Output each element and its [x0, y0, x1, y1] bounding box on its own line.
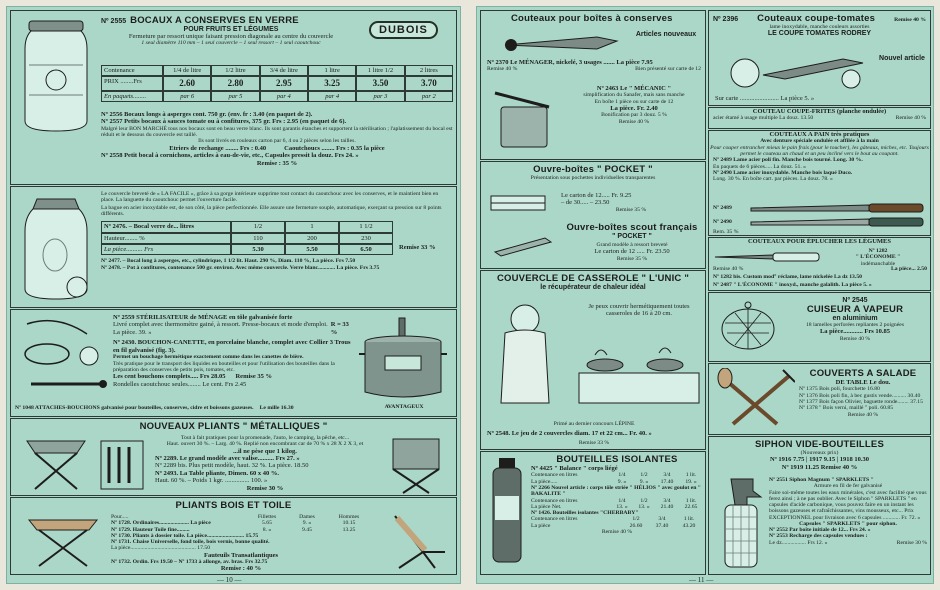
scout-remise: Remise 35 %: [616, 255, 648, 262]
sterilisateur-body: [113, 314, 353, 388]
econome: " L'ÉCONOME ": [855, 254, 901, 261]
couteaux-boites-title: Couteaux pour boîtes à conserves: [511, 13, 673, 24]
sterilisateur-section: [10, 309, 457, 417]
label-2490: Nº 2490: [713, 219, 732, 225]
bocaux-intro2: 1 seul diamètre 110 mm – 1 seul couvercle – 1 seul ressort – 1 seul caoutchouc: [141, 40, 321, 47]
siphon-section: [708, 436, 931, 575]
bocaux-asperges: Nº 2556 Bocaux longs à asperges cont. 750 gr. (env. fr : 3.40 (en paquet de 2).: [101, 111, 313, 118]
bouchon-text2: Permet un bouchage hermétique exactement comme dans les canettes de bière.: [113, 354, 304, 361]
facile-cell: 5.50: [285, 244, 339, 255]
facile-remise: Remise 33 %: [399, 244, 436, 251]
table-cell: 3.25: [308, 76, 356, 90]
facile-body: [101, 191, 453, 271]
siphon-le-dz: Le dz................. Frs 12. »: [769, 539, 828, 546]
bt-head2: 1/2: [640, 497, 648, 504]
pain-remise: Rem. 35 %: [713, 229, 739, 235]
facile-cell: 5.30: [231, 244, 285, 255]
bouchon-illustration: [17, 314, 109, 400]
brand-logo: DUBOIS: [369, 21, 438, 39]
pliants-metal-body: [155, 435, 375, 492]
ref-2552: Nº 2552 Par boîte initiale de 12... Frs 24. »: [769, 527, 871, 534]
glass-jar-illustration: [19, 17, 93, 135]
cuiseur-title: CUISEUR A VAPEUR: [806, 304, 904, 315]
folding-chair-illustration: [383, 435, 449, 495]
ref-2490: Nº 2490 Lame acier inoxydable. Manche bois laqué Duco.: [713, 169, 853, 176]
pliants-bois-cell: 5.65: [262, 520, 272, 527]
pliants-bois-head: Hommes: [338, 514, 360, 520]
table-cell: par 5: [211, 91, 259, 102]
helios-bottle-illustration: [487, 456, 527, 566]
table-cell: 2.80: [211, 76, 259, 90]
facile-col: 1: [285, 221, 339, 232]
facile-jar-illustration: [19, 191, 93, 303]
facile-col: 1 1/2: [339, 221, 393, 232]
coupe-frites-section: [708, 107, 931, 129]
eplucher-section: [708, 237, 931, 291]
bt-head: Contenance en litres: [531, 472, 578, 479]
bouchon-prix: Les cent bouchons complets..... Frs 28.05: [113, 373, 226, 381]
ref-2463-text-c: La pièce. Fr. 2.40: [610, 105, 658, 112]
coupe-tomates-sub: LE COUPE TOMATES RODREY: [767, 30, 872, 38]
attache-bouchons: Nº 1048 ATTACHES-BOUCHONS galvanisé pour bouteilles, conserves, cidre et boissons gazeuses.: [15, 405, 254, 411]
bt-cell2: 13. »: [616, 503, 628, 510]
coupe-frites-remise: Remise 40 %: [895, 115, 926, 122]
couverts-sub: DE TABLE Le dou.: [835, 379, 891, 386]
pliants-bois-remise: Remise : 40 %: [220, 565, 262, 573]
ref-2463-text: simplification du Sanafer, mais sans manche: [583, 92, 685, 99]
pliants-intro: Tout à fait pratiques pour la promenade, l'auto, le camping, la pêche, etc...: [180, 435, 350, 441]
pliants-bois-head: Dames: [299, 514, 315, 520]
table-header-cell: 2 litres: [405, 65, 453, 76]
cuiseur-section: [708, 292, 931, 362]
transat-chair-illustration: [383, 512, 449, 572]
ref-4425: Nº 4425 " Balance " corps liégé: [531, 465, 618, 472]
wooden-stool-illustration: [23, 512, 103, 570]
ref-2289: Nº 2289. Le grand modèle avec valise.......... Frs 27. »: [155, 455, 300, 462]
bread-knife-2490-illustration: [749, 215, 925, 229]
ref-2463-text-b: En boîte 1 pièce ou sur carte de 12: [594, 98, 674, 105]
siphon-line1: Nº 1916 7.75 | 1917 9.15 | 1918 10.30: [769, 456, 870, 464]
bt-cell3: 37.40: [655, 522, 669, 529]
pliants-bois-section: [10, 497, 457, 575]
table-cell: 2.95: [260, 76, 308, 90]
scout-subtitle: " POCKET ": [612, 233, 652, 240]
bt-cell2: La pièce Net.: [531, 503, 562, 510]
facile-hauteur-label: Hauteur........ %: [101, 233, 231, 244]
table-cell: 3.70: [405, 76, 453, 90]
avantageux-label: AVANTAGEUX: [384, 404, 424, 410]
eplucher-piece: La pièce... 2.50: [890, 266, 927, 272]
ref-1377: Nº 1377 Bois façon Olivier, baguette ronde........ 37.15: [799, 399, 923, 405]
ref-1282: Nº 1282: [868, 248, 888, 254]
coupe-tomates-remise: Remise 40 %: [894, 17, 926, 23]
pliants-bois-cell: 8. »: [262, 526, 272, 533]
pliants-metal-title: NOUVEAUX PLIANTS " MÉTALLIQUES ": [139, 421, 328, 432]
scout-opener-illustration: [491, 228, 555, 262]
ref-2477: Nº 2477. – Bocal long à asperges, etc., cylindrique, 1 1/2 lit. Haut. 290 %, Diam. 110 %, La pièce. Frs 7.50: [101, 258, 356, 265]
table-cell: En paquets........: [101, 91, 163, 102]
coupe-tomates-ref: Nº 2396: [713, 16, 739, 23]
pliants-bois-cell: 10.15: [342, 520, 356, 527]
ouvre-boites-section: [480, 161, 706, 269]
ref-1282bis: Nº 1282 bis. Custom mod° réclame, lame nickelée La dz 13.50: [713, 274, 863, 280]
cuiseur-remise: Remise 40 %: [839, 335, 871, 342]
siphon-text: Armure en fil de fer galvanisé: [813, 483, 883, 490]
bocaux-livraison: Ils sont livrés en rouleaux carton par 6, 4 ou 2 pièces selon les tailles.: [198, 138, 356, 145]
cuiseur-sub: en aluminium: [832, 315, 878, 322]
bt-head3: 1/2: [632, 516, 640, 523]
pliants-metal-section: [10, 418, 457, 496]
pain-text: Pour couper entrancher mieux le pain frais (pour le toucher), les gâteaux, miches, etc. Toujours permet le couteau un chaud et un peu incliné vers le bout au coupant.: [710, 144, 929, 157]
ref-2490b: Long. 30 %. En boîte cart. par pièces. La douz. 78. »: [713, 176, 833, 183]
caoutchoucs: Caoutchoucs ........ Frs : 0.35 la pièce: [284, 144, 385, 152]
ouvre-boites-intro: Présentation sous pochettes individuelles transparentes: [530, 175, 656, 181]
coupe-tomates-text: lame inoxydable, manche couleurs assorties: [769, 24, 870, 30]
coupe-frites-title: COUTEAU COUPE-FRITES (planche ondulée): [752, 108, 887, 115]
facile-ref: Nº 2476. – Bocal verre de... litres: [101, 221, 231, 232]
couteaux-pain-section: [708, 130, 931, 236]
bt-head2: 1/4: [618, 497, 626, 504]
bt-cell2: 21.40: [660, 503, 674, 510]
bt-head3: 1 lit.: [683, 516, 695, 523]
eplucher-title: COUTEAUX POUR ÉPLUCHER LES LÉGUMES: [747, 238, 892, 245]
table-header-cell: 1/4 de litre: [163, 65, 211, 76]
transat-title: Fauteuils Transatlantiques: [204, 551, 278, 559]
ref-2489b: En paquets de 6 pièces..... La douz. 51. »: [713, 163, 807, 170]
couvercle-remise: Remise 33 %: [578, 440, 610, 446]
couvercle-subtitle: le récupérateur de chaleur idéal: [540, 284, 646, 291]
facile-piece-label: La pièce.......... Frs: [101, 244, 231, 255]
bt-cell: 19. »: [685, 478, 697, 485]
pliants-bois-head: Fillettes: [257, 514, 277, 520]
peeler-illustration: [713, 250, 823, 264]
ref-2493: Nº 2493. La Table pliante, Dimen. 60 x 40 %.: [155, 469, 280, 477]
ref-2551: Nº 2551 Siphon Magnum " SPARKLETS ": [769, 477, 874, 483]
ref-2370-block: [487, 59, 701, 73]
bt-cell: La pièce.....: [531, 478, 558, 485]
pocket-opener-illustration: [487, 190, 553, 216]
ref-2370b: Bien présenté sur carte de 12: [635, 66, 701, 73]
sterilisateur-ref: Nº 2559 STÉRILISATEUR de MÉNAGE en tôle galvanisée forte: [113, 314, 293, 321]
ref-2289b: Nº 2289 bis. Plus petit modèle, haut. 32 %. La pièce. 18.50: [155, 462, 309, 470]
couvercle-caption: Primé au dernier concours LÉPINE: [553, 421, 635, 427]
table-cell: par 6: [163, 91, 211, 102]
facile-cell: 110: [231, 233, 285, 244]
bt-head: 1/4: [618, 472, 626, 479]
bt-cell: 17.40: [660, 478, 674, 485]
ref-1732: Nº 1732. Ordin. Frs 19.50 – Nº 1733 à allonge, av. bras. Frs 32.75: [111, 559, 268, 566]
bouteilles-remise: Remise 40 %: [601, 528, 633, 535]
couteaux-boites-section: [480, 10, 706, 160]
carton-12: Le carton de 12..... Fr. 9.25: [561, 192, 632, 199]
pliants-bois-body: [111, 514, 371, 573]
bread-knife-2489-illustration: [749, 201, 925, 215]
eplucher-remise: Remise 40 %: [713, 266, 744, 272]
siphon-text2: Faire soi-même toutes les eaux minérales, c'est avec facilité que vous ferez ainsi ; à ne pas oublier. Avec le Siphon " SPARKLETS " en capsules d'acide carbonique, vous pouvez faire en un instant les boissons gazeuses et rafraîchissantes, vins mousseux, etc... Prix EXCEPTIONNEL pour livraison avec 6 capsules ............ Fr. 72. »: [769, 489, 927, 521]
scout-body: [561, 242, 703, 262]
facile-text: Le couvercle breveté de « LA FACILE », grâce à sa gorge intérieure supprime tout contact du caoutchouc avec les conserves, et le maintient bien en place. La languette du caoutchouc permet l'ouverture facile.: [101, 191, 439, 204]
ouvre-boites-prices: [561, 192, 701, 213]
table-header-cell: 3/4 de litre: [260, 65, 308, 76]
bocaux-heading: [101, 15, 361, 47]
siphon-sub: (Nouveaux prix): [800, 450, 839, 456]
bouchon-remise: Remise 35 %: [235, 373, 272, 381]
bocaux-body: [101, 111, 453, 167]
couvercle-text: Je peux couvrir hermétiquement toutes casseroles de 16 à 20 cm.: [588, 303, 690, 318]
bt-cell3: 43.20: [682, 522, 696, 529]
sterilisateur-remise: R = 33 %: [330, 321, 349, 336]
ref-2370-remise: Remise 40 %: [487, 66, 518, 73]
nouvel-article: Nouvel article: [879, 55, 925, 62]
ref-2463-remise: Remise 40 %: [618, 118, 650, 125]
bocaux-ref: Nº 2555: [101, 18, 127, 25]
carton-30: – de 30..... – 23.50: [561, 199, 610, 207]
bt-cell3: La pièce: [531, 522, 551, 529]
ref-2487: Nº 2487 " L'ÉCONOME " inoxyd., manche galalith. La pièce 5. »: [713, 282, 872, 288]
bouteilles-title: BOUTEILLES ISOLANTES: [556, 454, 678, 465]
table-header-cell: 1 litre 1/2: [356, 65, 404, 76]
cuiseur-piece: La pièce............ Frs 10.85: [819, 328, 891, 336]
ref-2266: Nº 2266 Nouvel article : corps tôle striée " HÉLIOS " avec goulot en " BAKALITE ": [531, 485, 701, 498]
ref-1375: Nº 1375 Bois poli, fourchette 16.80: [799, 386, 880, 393]
bt-cell: 9. »: [639, 478, 649, 485]
table-cell: par 4: [308, 91, 356, 102]
ref-2430: Nº 2430. BOUCHON-CANETTE, en porcelaine blanche, complet avec Collier 3 Trous en fil galvanisé (fig. 3).: [113, 339, 351, 354]
table-header-cell: 1/2 litre: [211, 65, 259, 76]
articles-nouveaux: Articles nouveaux: [635, 31, 697, 38]
ref-2548: Nº 2548. Le jeu de 2 couvercles diam. 17 et 22 cm... Fr. 40. »: [487, 430, 652, 437]
pliants-poids: ...il ne pèse que 1 kilog.: [233, 447, 297, 455]
pain-sub: Avec denture spéciale ondulée et affilée à la main: [760, 138, 879, 145]
table-header-cell: Contenance: [101, 65, 163, 76]
folding-table-illustration: [97, 437, 147, 493]
facile-section: [10, 186, 457, 308]
couverts-title: COUVERTS A SALADE: [809, 368, 917, 379]
pliants-metal-remise: Remise 30 %: [246, 484, 284, 492]
scout-text: Grand modèle à ressort breveté: [596, 242, 668, 248]
ref-1730: Nº 1730. Pliants à dossier toile. La pièce.......................... 15.75: [111, 532, 259, 539]
coupe-tomates-section: [708, 10, 931, 106]
bocaux-petits: Nº 2557 Petits bocaux à sauces tomate ou à confitures, 375 gr. Frs : 2.95 (en paquet de 6).: [101, 118, 347, 126]
cuiseur-text: 18 lamelles perforées repliantes 2 poignées: [805, 322, 905, 328]
mecanic-opener-illustration: [491, 83, 561, 155]
bouchon-text3: Très pratique pour le transport des liquides en bouteilles et pour l'utilisation des bouteilles dans la préparation des conserves de petits pois, tomates, etc.: [113, 360, 335, 373]
left-page: [6, 6, 461, 584]
bt-head3: Contenance en litres: [531, 516, 578, 523]
facile-cell: 200: [285, 233, 339, 244]
salad-servers-illustration: [715, 368, 795, 430]
bt-cell3: 26.60: [629, 522, 643, 529]
bocaux-intro: Fermeture par ressort unique faisant pression diagonale au centre du couvercle: [128, 33, 334, 40]
bocaux-table: [101, 65, 453, 102]
ref-2463-block: [567, 85, 701, 125]
pliants-bois-cell: 13.25: [342, 526, 356, 533]
bt-head3: 3/4: [658, 516, 666, 523]
scout-carton: Le carton de 12 ..... Fr. 23.50: [594, 248, 670, 256]
bocaux-bon-marche: Malgré leur BON MARCHÉ tous nos bocaux sont en beau verre blanc. Ils sont garantis étanches et supportent la stérilisation ; l'aplatissement du bocal est réduit et le dessous du couvercle est taillé.: [101, 125, 453, 139]
ref-2489: Nº 2489 Lame acier poli fin. Manche bois tourné. Long. 30 %.: [713, 157, 863, 164]
ref-1378: Nº 1378 " Bois verni, maillé " poli. 60.85: [799, 405, 894, 412]
ref-1376: Nº 1376 Bois poli fin, à bec gustis vende.......... 30.40: [799, 392, 921, 399]
siphon-title: SIPHON VIDE-BOUTEILLES: [755, 439, 884, 450]
couvercle-title: COUVERCLE DE CASSEROLE " L'UNIC ": [496, 273, 690, 284]
ref-2478: Nº 2478. – Pot à confitures, contenance 500 gr. environ. Avec même couvercle. Verre blanc............ La pièce. Frs 3.75: [101, 264, 380, 271]
bt-cell2: 13. »: [638, 503, 650, 510]
table-cell: par 2: [405, 91, 453, 102]
pliants-bois-cell: 9.45: [302, 526, 312, 533]
etriers: Etriers de rechange ........ Frs : 0.40: [169, 144, 267, 152]
facile-cell: 230: [339, 233, 393, 244]
ref-2558: Nº 2558 Petit bocal à cornichons, articles à eau-de-vie, etc., Capsules pressit la douz. Frs 24. »: [101, 152, 359, 160]
bt-head2: 1 lit.: [685, 497, 697, 504]
table-cell: 3.50: [356, 76, 404, 90]
attache-prix: Le mille 16.30: [259, 405, 294, 411]
siphon-remise: Remise 30 %: [896, 539, 927, 546]
pain-title: COUTEAUX A PAIN très pratiques: [769, 131, 870, 138]
bt-head2: Contenance en litres: [531, 497, 578, 504]
bocaux-section: [10, 10, 457, 185]
couverts-section: [708, 363, 931, 435]
table-header-cell: 1 litre: [308, 65, 356, 76]
ref-1729: Nº 1729. Hauteur Toile fine.........: [111, 526, 190, 533]
bouteilles-body: [531, 454, 703, 535]
bouteilles-section: [480, 451, 706, 575]
bt-head: 1 lit.: [685, 472, 697, 479]
rondelles: Rondelles caoutchouc seules........ Le cent. Frs 2.45: [113, 380, 247, 388]
couvercle-section: [480, 270, 706, 450]
scout-title: Ouvre-boîtes scout français: [566, 222, 698, 233]
table-cell: PRIX ........Frs: [101, 76, 163, 90]
ref-2493b: Haut. 60 %. – Poids 1 kgr. ............... 100. »: [155, 477, 268, 485]
siphon-capsules: Capsules " SPARKLETS " pour siphon.: [799, 520, 897, 527]
ref-2553: Nº 2553 Recharge des capsules vendues :: [769, 533, 868, 540]
label-2489: Nº 2489: [713, 205, 732, 211]
ouvre-boites-title: Ouvre-boîtes " POCKET ": [533, 164, 653, 175]
couverts-remise: Remise 40 %: [847, 411, 879, 418]
sterilisateur-text: Livré complet avec thermomètre gainé, à ressort. Presse-bocaux et mode d'emploi. La pièce. 39. »: [113, 321, 328, 336]
coupe-frites-text: acier étamé à usage multiple La douz. 13.50: [713, 115, 814, 122]
table-cell: 2.60: [163, 76, 211, 90]
cuiseur-ref: Nº 2545: [842, 297, 868, 304]
bonification: Bonification par 3 douz. 5 %: [601, 112, 667, 119]
pliants-dims: Haut. ouvert 30 %. – Larg. 40 %. Replié non encombrant car de 70 % x 28 X 2 X 3, et: [166, 441, 364, 448]
bt-cell: 9. »: [617, 478, 627, 485]
ref-1731: Nº 1731. Chaise Universelle, fond toile, bois vernis, bonne qualité.: [111, 539, 270, 546]
coupe-tomates-title: Couteaux coupe-tomates: [757, 13, 876, 24]
pliants-bois-cell: 9. »: [302, 520, 312, 527]
bt-head: 1/2: [640, 472, 648, 479]
bt-head2: 3/4: [663, 497, 671, 504]
steamer-basket-illustration: [717, 299, 779, 357]
bt-cell2: 22.65: [684, 503, 698, 510]
ref-1731b: La pièce.............................................. 17.50: [111, 545, 211, 552]
bt-head: 3/4: [663, 472, 671, 479]
ref-2370: Nº 2370 Le MÉNAGER, nickelé, 3 usages ....... La pièce 7.95: [487, 59, 653, 66]
table-cell: par 3: [356, 91, 404, 102]
bocaux-subtitle: POUR FRUITS ET LÉGUMES: [183, 26, 279, 33]
table-cell: par 4: [260, 91, 308, 102]
bocaux-title: BOCAUX A CONSERVES EN VERRE: [130, 15, 299, 26]
kitchen-scene-illustration: [489, 299, 701, 417]
ref-2463: Nº 2463 Le " MÉCANIC ": [596, 85, 672, 92]
facile-col: 1/2: [231, 221, 285, 232]
sterilisateur-illustration: [357, 316, 451, 402]
pliants-bois-head: Pour.....: [111, 514, 129, 520]
ref-1426: Nº 1426. Bouteilles isolantes "CHERBABY": [531, 510, 639, 517]
can-opener-illustration: [501, 27, 621, 57]
right-page-number: — 11 —: [689, 576, 714, 584]
right-page: [476, 6, 934, 584]
left-page-number: — 10 —: [217, 576, 242, 584]
facile-cell: 6.50: [339, 244, 393, 255]
ref-1728: Nº 1728. Ordinaires..................... La pièce: [111, 520, 211, 527]
tomato-slicer-illustration: [723, 45, 873, 91]
siphon-bottle-illustration: [717, 477, 765, 571]
coupe-tomates-sur-carte: Sur carte ........................ La pièce 5. »: [715, 95, 815, 102]
pliants-bois-title: PLIANTS BOIS ET TOILE: [175, 500, 292, 511]
bocaux-remise: Remise : 35 %: [256, 159, 298, 167]
ouvre-boites-remise: Remise 35 %: [615, 206, 647, 213]
indemanchable: indémanchable: [860, 260, 896, 267]
siphon-line2: Nº 1919 11.25 Remise 40 %: [781, 463, 858, 471]
folding-stool-illustration: [21, 435, 91, 493]
facile-text2: La bague en acier inoxydable est, de son côté, la pièce perfectionnée. Elle assure une fermeture souple, automatique, exerçant sa pression sur 8 points différents.: [101, 204, 442, 217]
